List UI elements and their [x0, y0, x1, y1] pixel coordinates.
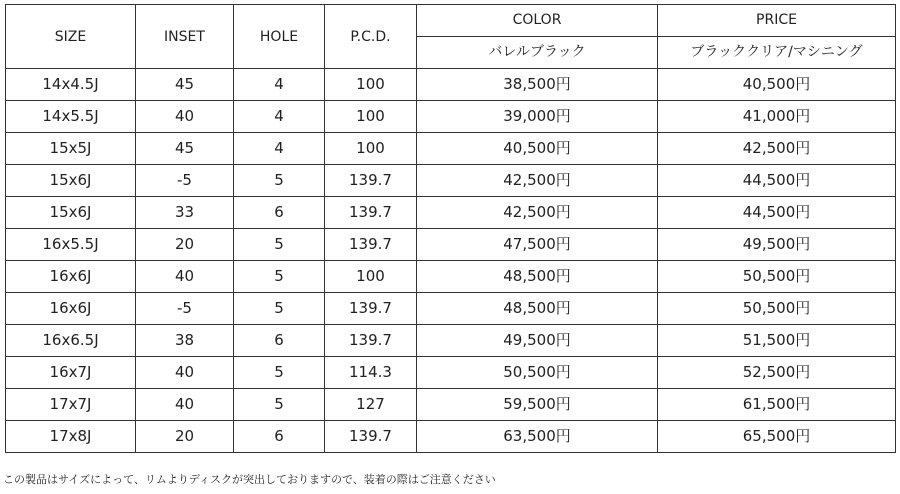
inset-cell: 40: [136, 357, 234, 389]
size-cell: 16x6J: [6, 293, 136, 325]
pcd-cell: 100: [325, 69, 417, 101]
color-price-cell: 63,500円: [417, 421, 658, 453]
wheel-spec-table: [5, 4, 896, 453]
pcd-cell: 100: [325, 133, 417, 165]
hole-cell: 6: [234, 421, 325, 453]
size-cell: 16x5.5J: [6, 229, 136, 261]
inset-cell: 33: [136, 197, 234, 229]
inset-cell: 40: [136, 101, 234, 133]
size-cell: 15x6J: [6, 197, 136, 229]
header-row-top: [6, 5, 896, 37]
pcd-cell: 139.7: [325, 325, 417, 357]
hole-cell: 4: [234, 133, 325, 165]
table-row: [6, 133, 896, 165]
color-price-cell: 39,000円: [417, 101, 658, 133]
color-price-cell: 48,500円: [417, 293, 658, 325]
price-cell: 44,500円: [658, 197, 896, 229]
header-price-value: ブラッククリア/マシニング: [658, 37, 896, 69]
inset-cell: 40: [136, 261, 234, 293]
color-price-cell: 38,500円: [417, 69, 658, 101]
inset-cell: 40: [136, 389, 234, 421]
header-size: SIZE: [6, 5, 136, 69]
hole-cell: 5: [234, 389, 325, 421]
hole-cell: 4: [234, 101, 325, 133]
size-cell: 16x6.5J: [6, 325, 136, 357]
price-cell: 49,500円: [658, 229, 896, 261]
color-price-cell: 42,500円: [417, 165, 658, 197]
table-row: [6, 389, 896, 421]
table-row: [6, 293, 896, 325]
pcd-cell: 139.7: [325, 293, 417, 325]
price-cell: 41,000円: [658, 101, 896, 133]
pcd-cell: 100: [325, 101, 417, 133]
color-price-cell: 48,500円: [417, 261, 658, 293]
hole-cell: 6: [234, 325, 325, 357]
table-row: [6, 261, 896, 293]
color-price-cell: 47,500円: [417, 229, 658, 261]
inset-cell: -5: [136, 165, 234, 197]
price-cell: 44,500円: [658, 165, 896, 197]
price-cell: 52,500円: [658, 357, 896, 389]
header-color-value: バレルブラック: [417, 37, 658, 69]
color-price-cell: 50,500円: [417, 357, 658, 389]
color-price-cell: 49,500円: [417, 325, 658, 357]
header-color: COLOR: [417, 5, 658, 37]
inset-cell: -5: [136, 293, 234, 325]
footnote: この製品はサイズによって、リムよりディスクが突出しておりますので、装着の際はご注意ください: [3, 473, 496, 486]
table-row: [6, 357, 896, 389]
hole-cell: 6: [234, 197, 325, 229]
inset-cell: 20: [136, 421, 234, 453]
table-body: [6, 69, 896, 453]
color-price-cell: 42,500円: [417, 197, 658, 229]
size-cell: 17x7J: [6, 389, 136, 421]
pcd-cell: 114.3: [325, 357, 417, 389]
table-row: [6, 101, 896, 133]
table-row: [6, 69, 896, 101]
price-cell: 42,500円: [658, 133, 896, 165]
hole-cell: 5: [234, 165, 325, 197]
table-row: [6, 325, 896, 357]
color-price-cell: 40,500円: [417, 133, 658, 165]
pcd-cell: 139.7: [325, 421, 417, 453]
price-cell: 50,500円: [658, 293, 896, 325]
inset-cell: 45: [136, 133, 234, 165]
price-cell: 65,500円: [658, 421, 896, 453]
pcd-cell: 127: [325, 389, 417, 421]
table-row: [6, 229, 896, 261]
price-cell: 51,500円: [658, 325, 896, 357]
inset-cell: 20: [136, 229, 234, 261]
header-price: PRICE: [658, 5, 896, 37]
price-cell: 40,500円: [658, 69, 896, 101]
table-row: [6, 421, 896, 453]
size-cell: 16x7J: [6, 357, 136, 389]
header-inset: INSET: [136, 5, 234, 69]
table-header: [6, 5, 896, 69]
hole-cell: 5: [234, 229, 325, 261]
size-cell: 16x6J: [6, 261, 136, 293]
size-cell: 14x4.5J: [6, 69, 136, 101]
color-price-cell: 59,500円: [417, 389, 658, 421]
header-hole: HOLE: [234, 5, 325, 69]
size-cell: 15x6J: [6, 165, 136, 197]
size-cell: 17x8J: [6, 421, 136, 453]
size-cell: 14x5.5J: [6, 101, 136, 133]
hole-cell: 5: [234, 293, 325, 325]
pcd-cell: 139.7: [325, 165, 417, 197]
price-cell: 50,500円: [658, 261, 896, 293]
price-cell: 61,500円: [658, 389, 896, 421]
hole-cell: 4: [234, 69, 325, 101]
pcd-cell: 139.7: [325, 197, 417, 229]
pcd-cell: 139.7: [325, 229, 417, 261]
table-row: [6, 197, 896, 229]
hole-cell: 5: [234, 357, 325, 389]
table-row: [6, 165, 896, 197]
pcd-cell: 100: [325, 261, 417, 293]
hole-cell: 5: [234, 261, 325, 293]
size-cell: 15x5J: [6, 133, 136, 165]
inset-cell: 38: [136, 325, 234, 357]
inset-cell: 45: [136, 69, 234, 101]
header-pcd: P.C.D.: [325, 5, 417, 69]
